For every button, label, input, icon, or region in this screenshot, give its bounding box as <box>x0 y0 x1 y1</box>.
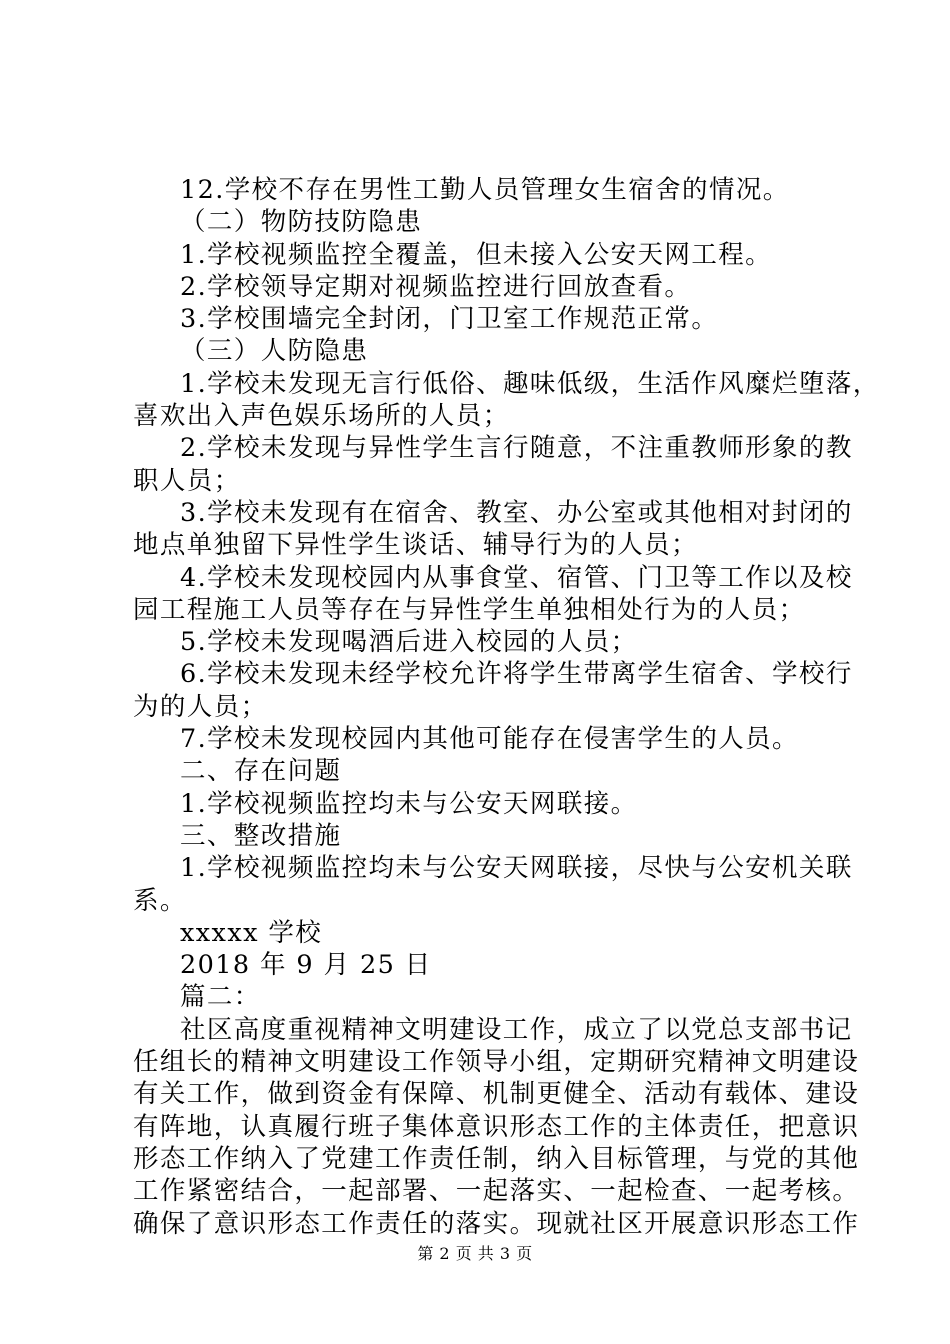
text-line: 7.学校未发现校园内其他可能存在侵害学生的人员。 <box>180 724 799 755</box>
text-line: 2.学校领导定期对视频监控进行回放查看。 <box>180 271 692 302</box>
document-body <box>133 174 880 1240</box>
text-line: 1.学校未发现无言行低俗、趣味低级，生活作风糜烂堕落， <box>180 368 880 399</box>
text-line: 3.学校围墙完全封闭，门卫室工作规范正常。 <box>180 304 719 335</box>
text-line: 有阵地，认真履行班子集体意识形态工作的主体责任，把意识 <box>133 1111 860 1142</box>
text-line: 5.学校未发现喝酒后进入校园的人员； <box>180 627 638 658</box>
text-line: 社区高度重视精神文明建设工作，成立了以党总支部书记 <box>180 1014 853 1045</box>
text-line: 12.学校不存在男性工勤人员管理女生宿舍的情况。 <box>180 175 790 205</box>
text-line: 职人员； <box>133 465 241 496</box>
text-line: 确保了意识形态工作责任的落实。现就社区开展意识形态工作 <box>133 1208 860 1239</box>
text-line: 3.学校未发现有在宿舍、教室、办公室或其他相对封闭的 <box>180 497 853 528</box>
text-line: 1.学校视频监控均未与公安天网联接，尽快与公安机关联 <box>180 853 853 884</box>
text-line: 园工程施工人员等存在与异性学生单独相处行为的人员； <box>133 594 806 625</box>
text-line: 4.学校未发现校园内从事食堂、宿管、门卫等工作以及校 <box>180 562 853 593</box>
text-line: 工作紧密结合，一起部署、一起落实、一起检查、一起考核。 <box>133 1176 860 1207</box>
text-line: 任组长的精神文明建设工作领导小组，定期研究精神文明建设 <box>133 1047 860 1078</box>
text-line: 2018 年 9 月 25 日 <box>180 950 432 981</box>
text-line: （三）人防隐患 <box>180 336 369 367</box>
text-line: 系。 <box>133 885 187 916</box>
text-line: 喜欢出入声色娱乐场所的人员； <box>133 401 510 432</box>
text-line: 篇二： <box>180 982 261 1013</box>
text-line: 6.学校未发现未经学校允许将学生带离学生宿舍、学校行 <box>180 659 853 690</box>
text-line: xxxxx 学校 <box>180 917 323 948</box>
text-line: 为的人员； <box>133 691 268 722</box>
text-line: （二）物防技防隐患 <box>180 207 423 238</box>
page-footer: 第 2 页 共 3 页 <box>417 1244 533 1263</box>
text-line: 形态工作纳入了党建工作责任制，纳入目标管理，与党的其他 <box>133 1143 860 1174</box>
text-line: 三、整改措施 <box>180 820 342 851</box>
text-line: 2.学校未发现与异性学生言行随意，不注重教师形象的教 <box>180 433 853 464</box>
text-line: 1.学校视频监控全覆盖，但未接入公安天网工程。 <box>180 239 773 270</box>
text-line: 二、存在问题 <box>180 756 342 787</box>
text-line: 1.学校视频监控均未与公安天网联接。 <box>180 788 638 819</box>
text-line: 地点单独留下异性学生谈话、辅导行为的人员； <box>133 530 698 561</box>
text-line: 有关工作，做到资金有保障、机制更健全、活动有载体、建设 <box>133 1079 860 1110</box>
